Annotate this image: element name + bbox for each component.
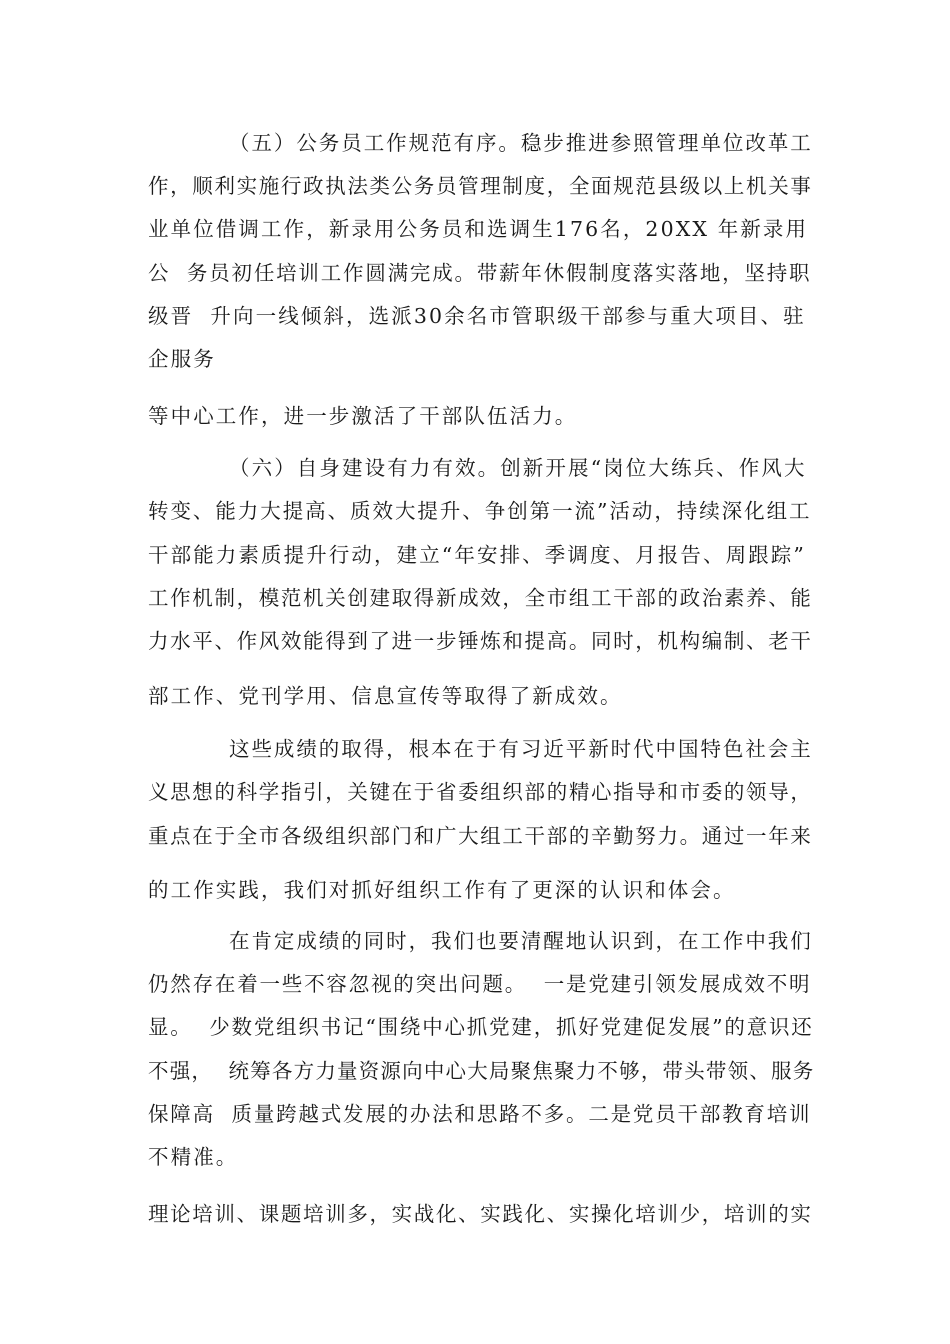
text-line: 等中心工作，进一步激活了干部队伍活力。 [148, 404, 578, 428]
text-line: 不精准。 [148, 1145, 239, 1169]
text-line: 部工作、党刊学用、信息宣传等取得了新成效。 [148, 684, 623, 708]
text-line: 作，顺利实施行政执法类公务员管理制度，全面规范县级以上机关事 [148, 174, 813, 198]
text-line: （六）自身建设有力有效。创新开展“岗位大练兵、作风大 [229, 456, 807, 480]
text-line: 理论培训、课题培训多，实战化、实践化、实操化培训少，培训的实 [148, 1202, 813, 1226]
text-line: 保障高 质量跨越式发展的办法和思路不多。二是党员干部教育培训 [148, 1102, 812, 1126]
text-line: 公 务员初任培训工作圆满完成。带薪年休假制度落实落地，坚持职 [148, 261, 812, 285]
text-line: 的工作实践，我们对抓好组织工作有了更深的认识和体会。 [148, 878, 736, 902]
text-line: 仍然存在着一些不容忽视的突出问题。 一是党建引领发展成效不明 [148, 972, 812, 996]
text-line: 力水平、作风效能得到了进一步锤炼和提高。同时，机构编制、老干 [148, 629, 813, 653]
text-line: 工作机制，模范机关创建取得新成效，全市组工干部的政治素养、能 [148, 586, 813, 610]
text-line: 在肯定成绩的同时，我们也要清醒地认识到，在工作中我们 [229, 929, 813, 953]
text-line: 这些成绩的取得，根本在于有习近平新时代中国特色社会主 [229, 737, 813, 761]
text-line: 级晋 升向一线倾斜，选派30余名市管职级干部参与重大项目、驻 [148, 304, 806, 328]
text-line: 不强， 统筹各方力量资源向中心大局聚焦聚力不够，带头带领、服务 [148, 1059, 815, 1083]
text-line: 企服务 [148, 347, 216, 371]
text-line: 显。 少数党组织书记“围绕中心抓党建，抓好党建促发展”的意识还 [148, 1015, 814, 1039]
text-line: 重点在于全市各级组织部门和广大组工干部的辛勤努力。通过一年来 [148, 824, 813, 848]
text-line: 干部能力素质提升行动，建立“年安排、季调度、月报告、周跟踪” [148, 543, 806, 567]
text-line: （五）公务员工作规范有序。稳步推进参照管理单位改革工 [229, 131, 813, 155]
text-line: 义思想的科学指引，关键在于省委组织部的精心指导和市委的领导， [148, 780, 813, 804]
text-line: 业单位借调工作，新录用公务员和选调生176名，20XX 年新录用 [148, 217, 809, 241]
text-line: 转变、能力大提高、质效大提升、争创第一流”活动，持续深化组工 [148, 499, 812, 523]
